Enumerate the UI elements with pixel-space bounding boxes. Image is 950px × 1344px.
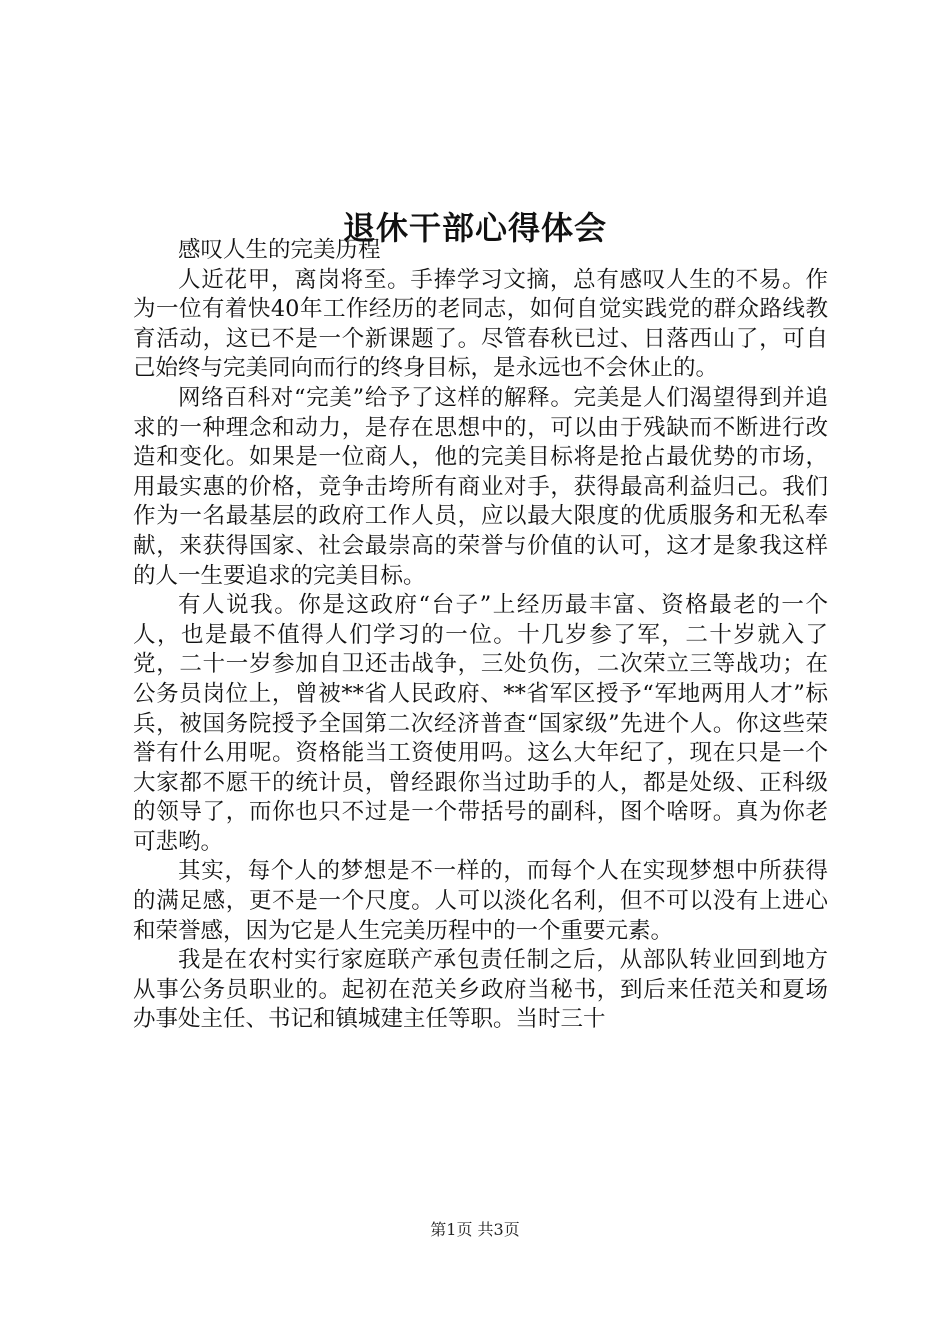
paragraph: 其实，每个人的梦想是不一样的，而每个人在实现梦想中所获得的满足感，更不是一个尺度。人可以淡化名利，但不可以没有上进心和荣誉感，因为它是人生完美历程中的一个重要元素。 bbox=[133, 858, 828, 944]
document-title: 退休干部心得体会 bbox=[342, 209, 607, 248]
paragraph: 人近花甲，离岗将至。手捧学习文摘，总有感叹人生的不易。作为一位有着快40年工作经历的老同志，如何自觉实践党的群众路线教育活动，这已不是一个新课题了。尽管春秋已过、日落西山了，可自己始终与完美同向而行的终身目标，是永远也不会休止的。 bbox=[133, 266, 828, 382]
paragraph: 网络百科对“完美”给予了这样的解释。完美是人们渴望得到并追求的一种理念和动力，是存在思想中的，可以由于残缺而不断进行改造和变化。如果是一位商人，他的完美目标将是抢占最优势的市场，用最实惠的价格，竞争击垮所有商业对手，获得最高利益归己。我们作为一名最基层的政府工作人员，应以最大限度的优质服务和无私奉献，来获得国家、社会最崇高的荣誉与价值的认可，这才是象我这样的人一生要追求的完美目标。 bbox=[133, 384, 828, 589]
paragraph-subtitle: 感叹人生的完美历程 bbox=[178, 237, 381, 263]
paragraph: 有人说我。你是这政府“台子”上经历最丰富、资格最老的一个人，也是最不值得人们学习的一位。十几岁参了军，二十岁就入了党，二十一岁参加自卫还击战争，三处负伤，二次荣立三等战功；在公务员岗位上，曾被**省人民政府、**省军区授予“军地两用人才”标兵，被国务院授予全国第二次经济普查“国家级”先进个人。你这些荣誉有什么用呢。资格能当工资使用吗。这么大年纪了，现在只是一个大家都不愿干的统计员，曾经跟你当过助手的人，都是处级、正科级的领导了，而你也只不过是一个带括号的副科，图个啥呀。真为你老可悲哟。 bbox=[133, 592, 828, 855]
page-number-footer: 第1页 共3页 bbox=[430, 1220, 520, 1239]
document-body bbox=[133, 236, 828, 1035]
paragraph: 我是在农村实行家庭联产承包责任制之后，从部队转业回到地方从事公务员职业的。起初在范关乡政府当秘书，到后来任范关和夏场办事处主任、书记和镇城建主任等职。当时三十 bbox=[133, 947, 828, 1033]
